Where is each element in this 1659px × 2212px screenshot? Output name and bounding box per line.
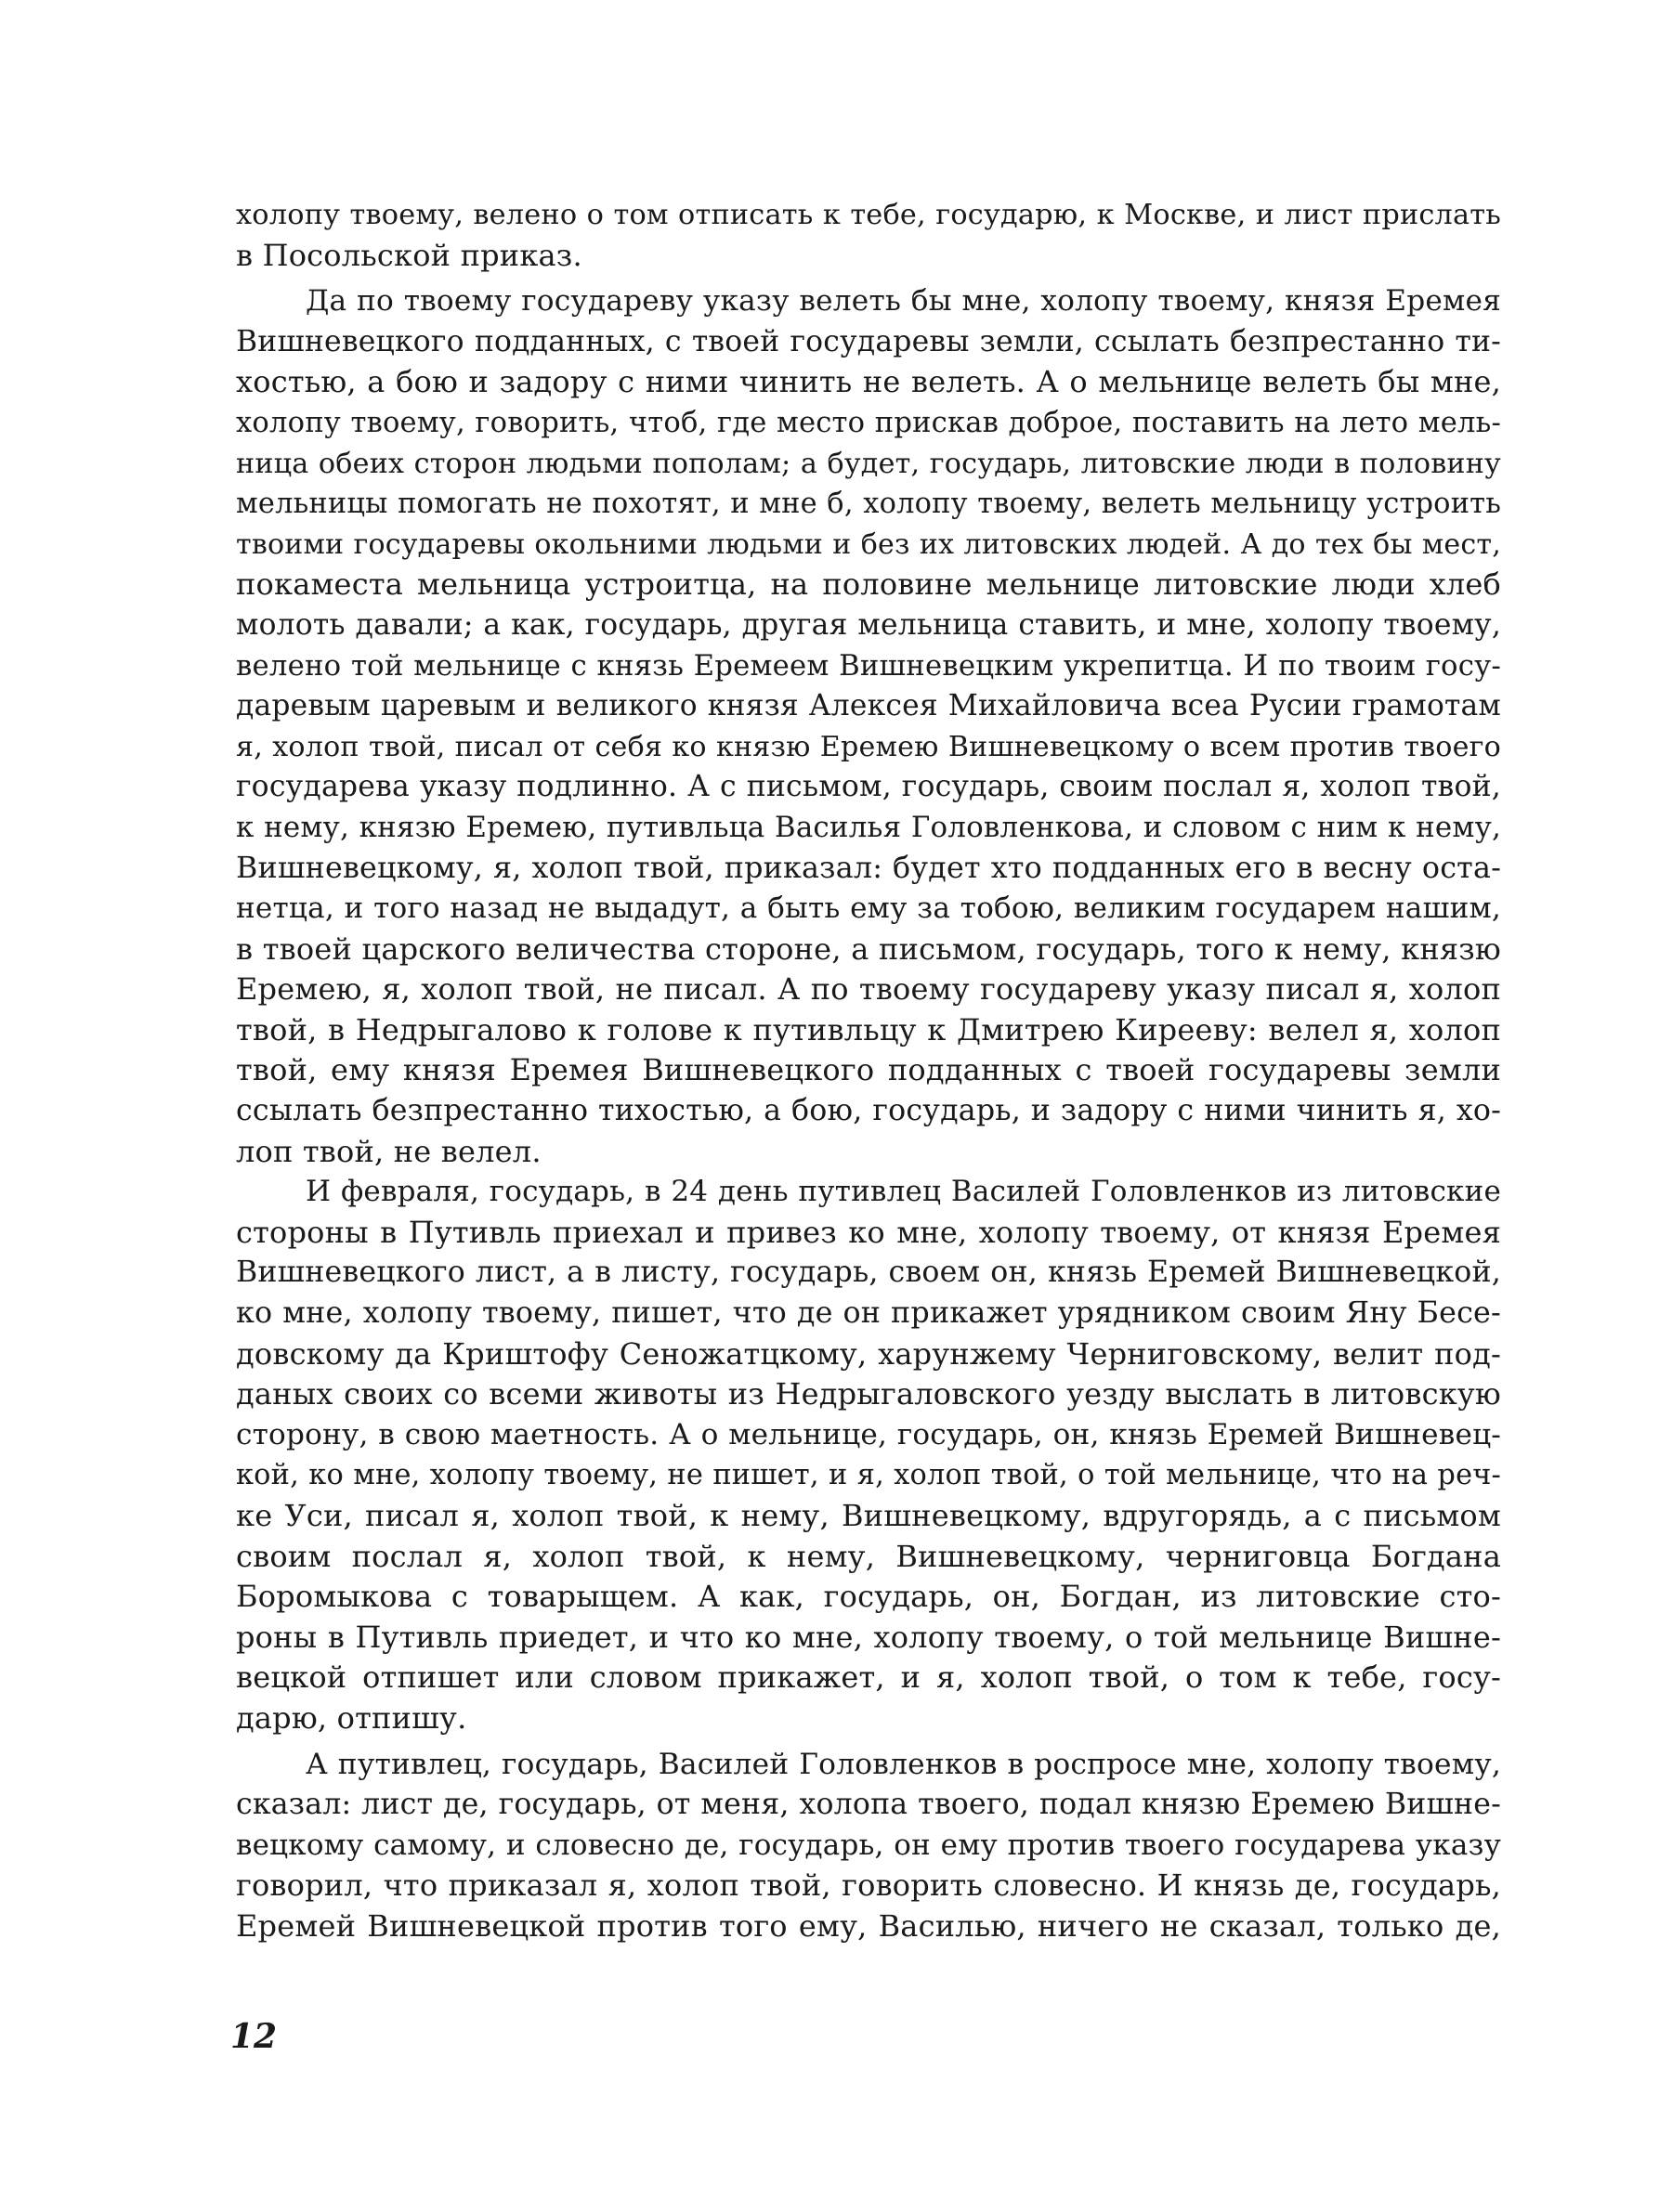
- text-line: лоп твой, не велел.: [236, 1133, 542, 1169]
- text-line: Боромыкова с товарыщем. А как, государь, он, Богдан, из литовские сто-: [236, 1579, 1501, 1615]
- text-line: холопу твоему, говорить, чтоб, где место прискав доброе, поставить на лето мель-: [236, 406, 1501, 439]
- body-text: [236, 195, 1501, 1947]
- text-line: твоими государевы окольними людьми и без их литовских людей. А до тех бы мест,: [236, 527, 1501, 561]
- text-line: Вишневецкого лист, а в листу, государь, своем он, князь Еремей Вишневецкой,: [236, 1256, 1501, 1290]
- text-line: хостью, а бою и задору с ними чинить не велеть. А о мельнице велеть бы мне,: [236, 364, 1501, 400]
- text-line: твой, в Недрыгалово к голове к путивльцу к Дмитрею Кирееву: велел я, холоп: [236, 1011, 1501, 1047]
- text-line: вецкой отпишет или словом прикажет, и я, холоп твой, о том к тебе, госу-: [236, 1659, 1501, 1696]
- text-line: я, холоп твой, писал от себя ко князю Еремею Вишневецкому о всем против твоего: [236, 730, 1501, 763]
- text-line: нетца, и того назад не выдадут, а быть ему за тобою, великим государем нашим,: [236, 891, 1501, 926]
- text-line: холопу твоему, велено о том отписать к тебе, государю, к Москве, и лист прислать: [236, 199, 1501, 231]
- text-line: ница обеих сторон людьми пополам; а будет, государь, литовские люди в половину: [236, 447, 1501, 480]
- text-line: своим послал я, холоп твой, к нему, Вишневецкому, черниговца Богдана: [236, 1538, 1501, 1574]
- text-line: довскому да Криштофу Сеножатцкому, харунжему Черниговскому, велит под-: [236, 1335, 1501, 1372]
- text-line: роны в Путивль приедет, и что ко мне, холопу твоему, о той мельнице Вишне-: [236, 1619, 1501, 1655]
- text-line: ке Уси, писал я, холоп твой, к нему, Вишневецкому, вдругорядь, а с письмом: [236, 1498, 1501, 1533]
- text-line: покаместа мельница устроитца, на половине мельнице литовские люди хлеб: [236, 566, 1501, 603]
- text-line: ко мне, холопу твоему, пишет, что де он прикажет урядником своим Яну Бесе-: [236, 1296, 1501, 1331]
- text-line: в Посольской приказ.: [236, 237, 582, 273]
- text-line: молоть давали; а как, государь, другая мельница ставить, и мне, холопу твоему,: [236, 607, 1501, 642]
- paragraph-start-line: Да по твоему государеву указу велеть бы мне, холопу твоему, князя Еремея: [306, 284, 1501, 319]
- text-line: сказал: лист де, государь, от меня, холопа твоего, подал князю Еремею Вишне-: [236, 1788, 1501, 1822]
- text-line: мельницы помогать не похотят, и мне б, холопу твоему, велеть мельницу устроить: [236, 488, 1501, 521]
- text-line: ссылать безпрестанно тихостью, а бою, государь, и задору с ними чинить я, хо-: [236, 1094, 1501, 1128]
- text-line: даревым царевым и великого князя Алексея Михайловича всеа Русии грамотам: [236, 689, 1501, 723]
- text-line: даных своих со всеми животы из Недрыгаловского уезду выслать в литовскую: [236, 1376, 1501, 1412]
- text-line: Еремей Вишневецкой против того ему, Василью, ничего не сказал, только де,: [236, 1907, 1501, 1944]
- text-line: государева указу подлинно. А с письмом, государь, своим послал я, холоп твой,: [236, 770, 1501, 804]
- text-line: сторону, в свою маетность. А о мельнице, государь, он, князь Еремей Вишневец-: [236, 1417, 1501, 1451]
- text-line: в твоей царского величества стороне, а письмом, государь, того к нему, князю: [236, 930, 1501, 967]
- text-line: твой, ему князя Еремея Вишневецкого подданных с твоей государевы земли: [236, 1052, 1501, 1088]
- paragraph-start-line: А путивлец, государь, Василей Головленков в роспросе мне, холопу твоему,: [306, 1747, 1501, 1781]
- text-line: вецкому самому, и словесно де, государь, он ему против твоего государева указу: [236, 1828, 1501, 1862]
- text-line: велено той мельнице с князь Еремеем Вишневецким укрепитца. И по твоим госу-: [236, 648, 1501, 683]
- text-line: Еремею, я, холоп твой, не писал. А по твоему государеву указу писал я, холоп: [236, 971, 1501, 1008]
- text-line: кой, ко мне, холопу твоему, не пишет, и я, холоп твой, о той мельнице, что на реч-: [236, 1459, 1501, 1492]
- page-number: 12: [230, 2017, 278, 2056]
- text-line: Вишневецкого подданных, с твоей государевы земли, ссылать безпрестанно ти-: [236, 324, 1501, 358]
- text-line: стороны в Путивль приехал и привез ко мне, холопу твоему, от князя Еремея: [236, 1214, 1501, 1250]
- text-line: к нему, князю Еремею, путивльца Василья Головленкова, и словом с ним к нему,: [236, 810, 1501, 844]
- text-line: дарю, отпишу.: [236, 1699, 467, 1736]
- text-line: Вишневецкому, я, холоп твой, приказал: будет хто подданных его в весну оста-: [236, 851, 1501, 885]
- paragraph-start-line: И февраля, государь, в 24 день путивлец Василей Головленков из литовские: [306, 1175, 1501, 1209]
- text-line: говорил, что приказал я, холоп твой, говорить словесно. И князь де, государь,: [236, 1867, 1501, 1904]
